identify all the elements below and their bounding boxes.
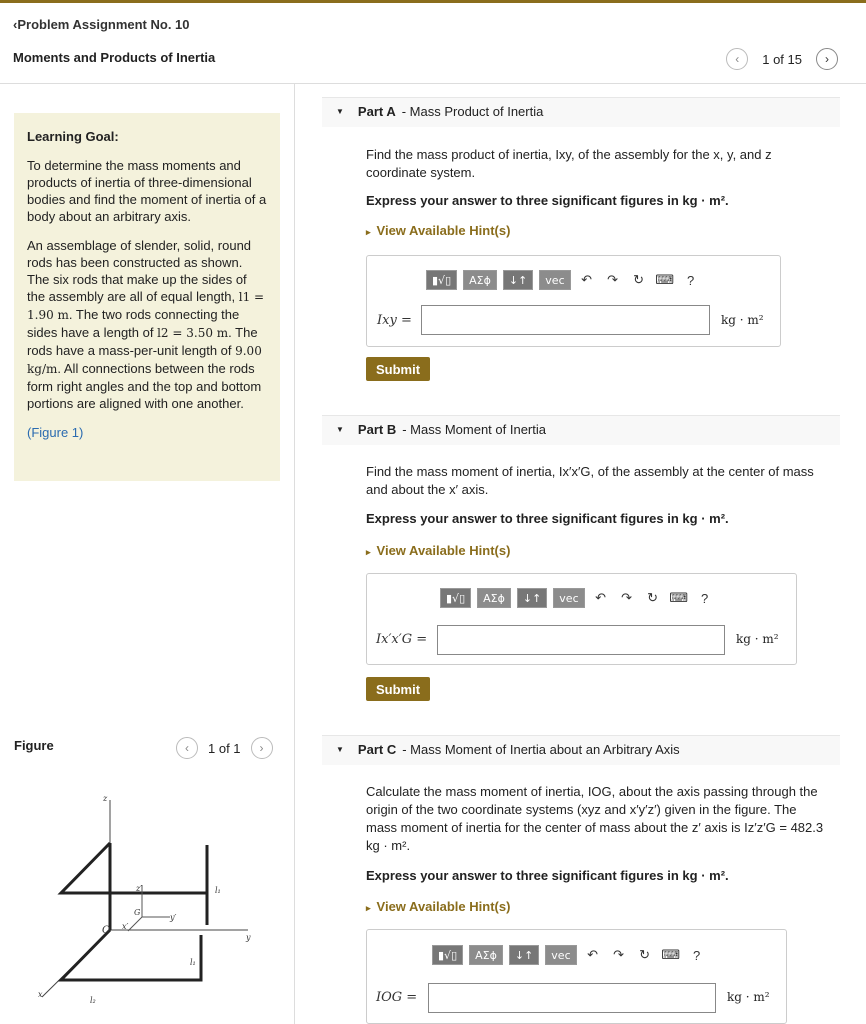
fig-label-o: O — [102, 925, 111, 936]
fig-label-x: x — [38, 990, 43, 999]
redo-icon[interactable]: ↷ — [613, 947, 625, 962]
part-a-hint-label: View Available Hint(s) — [376, 223, 511, 238]
fig-label-yp: y′ — [170, 913, 177, 922]
part-b-answer-input[interactable] — [437, 625, 725, 655]
learning-goal-text: To determine the mass moments and products of inertia of three-dimensional bodies and find the moment of inertia of a body about an arbitrary axis. — [27, 158, 267, 224]
part-a-answer-input[interactable] — [421, 305, 710, 335]
greek-button[interactable]: ΑΣϕ — [463, 270, 497, 290]
fig-label-g: G — [134, 908, 141, 917]
templates-button[interactable]: ▮√▯ — [432, 945, 463, 965]
greek-button[interactable]: ΑΣϕ — [469, 945, 503, 965]
help-icon[interactable]: ? — [687, 272, 695, 288]
arrows-button[interactable]: ↓↑ — [509, 945, 539, 965]
part-a-label: Part A — [357, 104, 396, 119]
fig-label-xp: x′ — [122, 922, 129, 931]
reset-icon[interactable]: ↻ — [633, 272, 645, 287]
part-b-hint-link[interactable] — [366, 543, 510, 558]
vec-button[interactable]: vec — [545, 945, 576, 965]
keyboard-icon[interactable]: ⌨ — [655, 272, 674, 287]
part-c-hint-label: View Available Hint(s) — [376, 899, 511, 914]
part-a-unit: kg · m² — [721, 313, 764, 327]
figure-heading: Figure — [14, 738, 54, 753]
problem-pager — [726, 48, 838, 70]
reset-icon[interactable]: ↻ — [647, 590, 659, 605]
redo-icon[interactable]: ↷ — [621, 590, 633, 605]
part-b-answer-label: Ix′x′G = — [376, 632, 428, 647]
part-c-answer-label: IOG = — [376, 990, 418, 1005]
desc-part-4: . All connections between the rods form right angles and the top and bottom portions are aligned with one another. — [27, 361, 262, 411]
undo-icon[interactable]: ↶ — [587, 947, 599, 962]
page-title: Moments and Products of Inertia — [13, 50, 216, 65]
undo-icon[interactable]: ↶ — [581, 272, 593, 287]
part-a-math-toolbar — [426, 270, 701, 290]
hint-arrow-icon: ▸ — [366, 903, 371, 913]
part-c-title: - Mass Moment of Inertia about an Arbitrary Axis — [402, 742, 680, 757]
fig-label-zp: z′ — [136, 884, 143, 893]
collapse-arrow-icon: ▼ — [336, 425, 344, 434]
prev-figure-button[interactable]: ‹ — [176, 737, 198, 759]
part-c-hint-link[interactable] — [366, 899, 510, 914]
undo-icon[interactable]: ↶ — [595, 590, 607, 605]
learning-goal-heading: Learning Goal: — [27, 129, 119, 144]
problem-description — [27, 237, 267, 412]
help-icon[interactable]: ? — [693, 947, 701, 963]
part-c-question: Calculate the mass moment of inertia, IOG, about the axis passing through the origin of the two coordinate systems (xyz and x′y′z′) given in the figure. The mass moment of inertia for the center of mass about the z′ axis is Iz′z′G = 482.3 kg · m². — [366, 784, 824, 853]
part-b-question: Find the mass moment of inertia, Ix′x′G, of the assembly at the center of mass and about the x′ axis. — [366, 464, 814, 497]
reset-icon[interactable]: ↻ — [639, 947, 651, 962]
column-divider — [294, 84, 295, 1024]
desc-part-1: An assemblage of slender, solid, round rods has been constructed as shown. The six rods that make up the sides of the assembly are all of equal length, — [27, 238, 252, 304]
templates-button[interactable]: ▮√▯ — [440, 588, 471, 608]
vec-button[interactable]: vec — [539, 270, 570, 290]
rod-assembly-figure — [30, 785, 270, 1010]
fig-label-l2: l₂ — [90, 996, 96, 1005]
figure-link[interactable]: (Figure 1) — [27, 425, 84, 440]
desc-part-2: . The two rods connecting the sides have a length of — [27, 307, 240, 340]
fig-label-y: y — [246, 933, 251, 942]
breadcrumb-back-link[interactable]: ‹Problem Assignment No. 10 — [13, 17, 190, 32]
part-b-title: - Mass Moment of Inertia — [402, 422, 546, 437]
breadcrumb-label: Problem Assignment No. 10 — [17, 17, 190, 32]
part-a-header[interactable] — [336, 104, 543, 119]
part-c-header[interactable] — [336, 742, 680, 757]
keyboard-icon[interactable]: ⌨ — [669, 590, 688, 605]
part-c-express: Express your answer to three significant figures in kg · m². — [366, 868, 729, 883]
part-c-math-toolbar — [432, 945, 707, 965]
part-a-title: - Mass Product of Inertia — [401, 104, 544, 119]
part-b-label: Part B — [357, 422, 397, 437]
header-divider — [0, 83, 866, 84]
l1-value: l1 = 1.90 m — [27, 290, 265, 322]
figure-pager-text: 1 of 1 — [208, 740, 241, 756]
part-b-submit-button[interactable]: Submit — [366, 677, 430, 701]
fig-label-l1-bottom: l₁ — [190, 958, 196, 967]
part-c-answer-input[interactable] — [428, 983, 716, 1013]
part-a-submit-button[interactable]: Submit — [366, 357, 430, 381]
part-a-express: Express your answer to three significant figures in kg · m². — [366, 193, 729, 208]
part-c-label: Part C — [357, 742, 397, 757]
prev-problem-button[interactable]: ‹ — [726, 48, 748, 70]
next-problem-button[interactable]: › — [816, 48, 838, 70]
top-accent-bar — [0, 0, 866, 3]
part-a-answer-label: Ixy = — [377, 313, 412, 328]
mass-per-length-value: 9.00 kg/m — [27, 344, 262, 376]
l2-value: l2 = 3.50 m — [157, 326, 229, 340]
arrows-button[interactable]: ↓↑ — [517, 588, 547, 608]
fig-label-z: z — [103, 794, 108, 803]
desc-part-3: . The rods have a mass-per-unit length of — [27, 325, 258, 358]
redo-icon[interactable]: ↷ — [607, 272, 619, 287]
figure-pager — [176, 737, 273, 759]
collapse-arrow-icon: ▼ — [336, 107, 344, 116]
keyboard-icon[interactable]: ⌨ — [661, 947, 680, 962]
part-b-header[interactable] — [336, 422, 546, 437]
part-c-unit: kg · m² — [727, 990, 770, 1004]
part-b-hint-label: View Available Hint(s) — [376, 543, 511, 558]
part-a-question: Find the mass product of inertia, Ixy, of the assembly for the x, y, and z coordinate system. — [366, 147, 772, 180]
part-b-express: Express your answer to three significant figures in kg · m². — [366, 511, 729, 526]
hint-arrow-icon: ▸ — [366, 547, 371, 557]
collapse-arrow-icon: ▼ — [336, 745, 344, 754]
templates-button[interactable]: ▮√▯ — [426, 270, 457, 290]
part-b-unit: kg · m² — [736, 632, 779, 646]
help-icon[interactable]: ? — [701, 590, 709, 606]
next-figure-button[interactable]: › — [251, 737, 273, 759]
problem-pager-text: 1 of 15 — [762, 51, 802, 67]
part-b-math-toolbar — [440, 588, 715, 608]
greek-button[interactable]: ΑΣϕ — [477, 588, 511, 608]
learning-goal-panel — [14, 113, 280, 481]
hint-arrow-icon: ▸ — [366, 227, 371, 237]
arrows-button[interactable]: ↓↑ — [503, 270, 533, 290]
part-a-hint-link[interactable] — [366, 223, 510, 238]
vec-button[interactable]: vec — [553, 588, 584, 608]
fig-label-l1-top: l₁ — [215, 886, 221, 895]
